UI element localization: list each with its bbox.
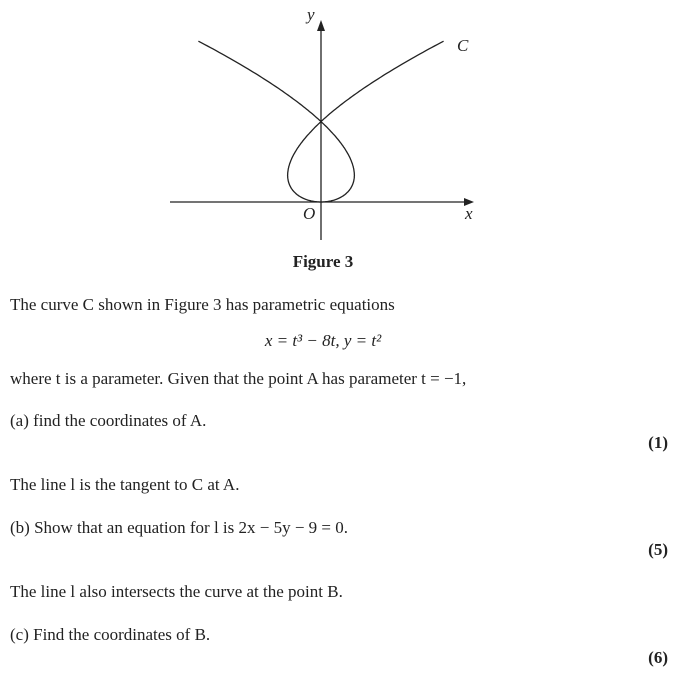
mark-c: (6) [648,648,668,667]
curve-diagram [0,0,680,240]
figure-caption: Figure 3 [292,252,354,271]
figure-3 [0,0,680,240]
y-axis-arrow [317,20,325,31]
given-text: where t is a parameter. Given that the point A has parameter t = −1, [10,369,467,388]
part-c: (c) Find the coordinates of B. [10,625,211,644]
part-a: (a) find the coordinates of A. [10,411,207,430]
intro-text: The curve C shown in Figure 3 has parametric equations [10,295,395,314]
tangent-statement: The line l is the tangent to C at A. [10,475,240,494]
mark-b: (5) [648,540,668,559]
y-axis-label: y [307,5,315,24]
parametric-equations: x = t³ − 8t, y = t² [264,331,382,350]
curve-label: C [457,36,469,55]
intersect-statement: The line l also intersects the curve at the point B. [10,582,343,601]
mark-a: (1) [648,433,668,452]
origin-label: O [303,204,316,223]
part-b: (b) Show that an equation for l is 2x − 5y − 9 = 0. [10,518,349,537]
x-axis-label: x [465,204,473,223]
